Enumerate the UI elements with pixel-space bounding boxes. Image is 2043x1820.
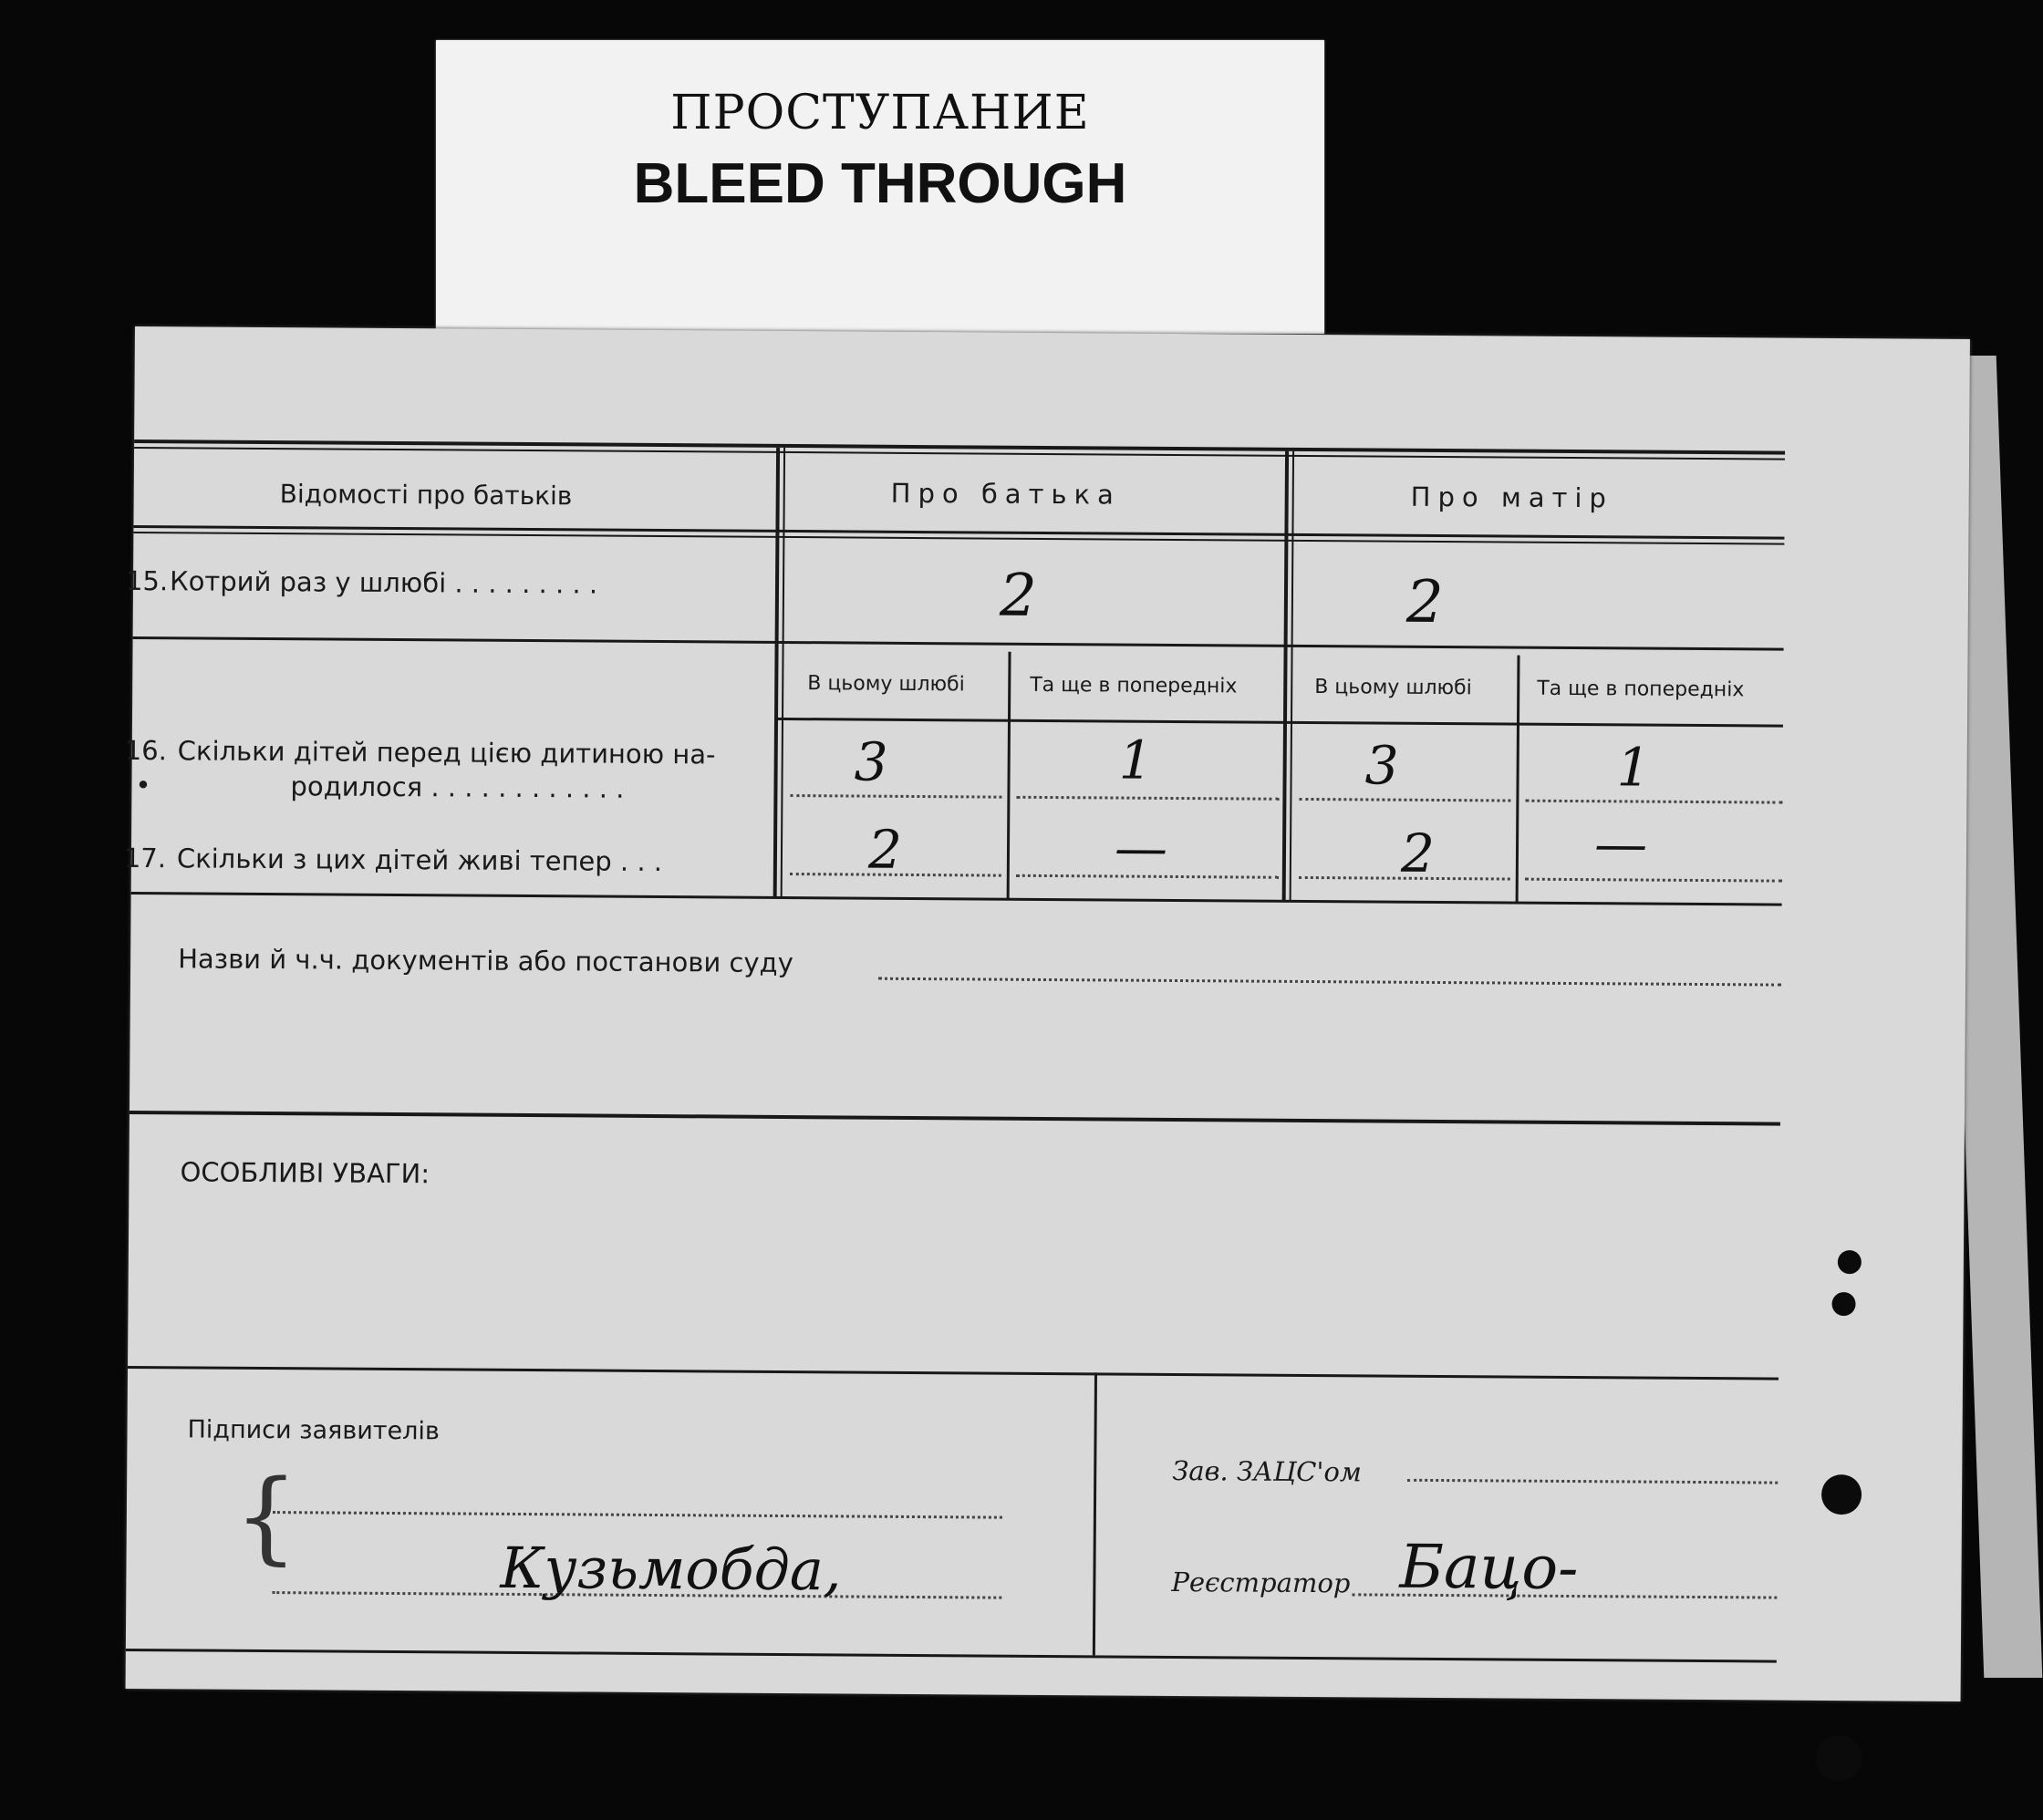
special-notes-label: ОСОБЛИВІ УВАГИ: — [180, 1156, 430, 1190]
q16-father-prev-line — [1016, 796, 1279, 801]
head-of-registry-label: Зав. ЗАЦС'ом — [1172, 1454, 1363, 1488]
header-mother: Про матір — [1410, 481, 1614, 514]
special-notes-rule — [128, 1366, 1779, 1381]
label-english: BLEED THROUGH — [633, 152, 1127, 215]
archive-label-card — [436, 40, 1324, 334]
label-russian: ПРОСТУПАНИЕ — [670, 86, 1090, 140]
q17-mother-this: 2 — [1400, 822, 1436, 884]
col-divider-1 — [773, 448, 780, 898]
q16-text-line2: родилося . . . . . . . . . . . . — [290, 770, 625, 804]
signature-divider — [1093, 1372, 1097, 1655]
documents-rule — [130, 1111, 1780, 1126]
sub-father-this-marriage: В цьому шлюбі — [807, 672, 965, 697]
subheader-rule — [774, 718, 1783, 728]
header-father: Про батька — [890, 477, 1121, 511]
q16-text-line1: Скільки дітей перед цією дитиною на- — [177, 735, 716, 770]
q15-number: 15. — [125, 564, 169, 597]
sub-mother-this-marriage: В цьому шлюбі — [1314, 676, 1472, 700]
col-divider-2 — [1282, 451, 1289, 902]
q16-number: 16. — [124, 734, 167, 767]
documents-line — [878, 977, 1781, 987]
q16-mother-prev: 1 — [1616, 736, 1651, 799]
col-divider-father-sub — [1007, 652, 1011, 900]
applicants-brace: { — [233, 1457, 299, 1576]
q17-mother-prev: — — [1593, 812, 1648, 875]
sub-father-previous: Та ще в попередніх — [1030, 673, 1238, 698]
header-parents: Відомості про батьків — [279, 479, 573, 512]
q17-text: Скільки з цих дітей живі тепер . . . — [176, 843, 663, 878]
col-divider-2b — [1290, 451, 1294, 902]
bottom-rule — [126, 1649, 1777, 1663]
applicants-label: Підписи заявителів — [187, 1415, 440, 1446]
registrar-signature: Бацо- — [1399, 1531, 1579, 1604]
q17-father-this: 2 — [867, 818, 903, 881]
q16-father-this: 3 — [854, 730, 888, 793]
col-divider-mother-sub — [1516, 656, 1520, 904]
q17-number: 17. — [123, 842, 167, 874]
q16-mother-prev-line — [1525, 800, 1782, 804]
q17-mother-prev-line — [1525, 878, 1782, 883]
documents-label: Назви й ч.ч. документів або постанови суду — [178, 943, 793, 979]
punch-hole-4 — [1816, 1735, 1862, 1781]
head-signature-line — [1407, 1479, 1778, 1484]
q16-mother-this: 3 — [1364, 734, 1399, 797]
q15-rule — [133, 636, 1784, 651]
q16-mother-this-line — [1299, 798, 1510, 802]
q17-father-prev: — — [1114, 816, 1168, 879]
q17-rule — [131, 892, 1782, 906]
applicant-signature: Кузьмобда, — [500, 1534, 842, 1604]
applicant-line-1 — [273, 1511, 1002, 1519]
sub-mother-previous: Та ще в попередніх — [1537, 677, 1745, 702]
col-divider-1b — [781, 448, 785, 898]
q16-father-this-line — [790, 794, 1001, 799]
punch-hole-2 — [1831, 1292, 1855, 1316]
q16-father-prev: 1 — [1118, 729, 1153, 791]
q16-bullet: • — [135, 770, 151, 801]
registry-form-sheet — [123, 326, 1970, 1701]
punch-hole-1 — [1838, 1250, 1862, 1274]
q15-mother-value: 2 — [1405, 568, 1444, 637]
q15-father-value: 2 — [999, 562, 1037, 630]
registrar-label: Реєстратор — [1171, 1566, 1351, 1599]
q15-text: Котрий раз у шлюбі . . . . . . . . . — [169, 565, 598, 600]
punch-hole-3 — [1821, 1474, 1862, 1515]
